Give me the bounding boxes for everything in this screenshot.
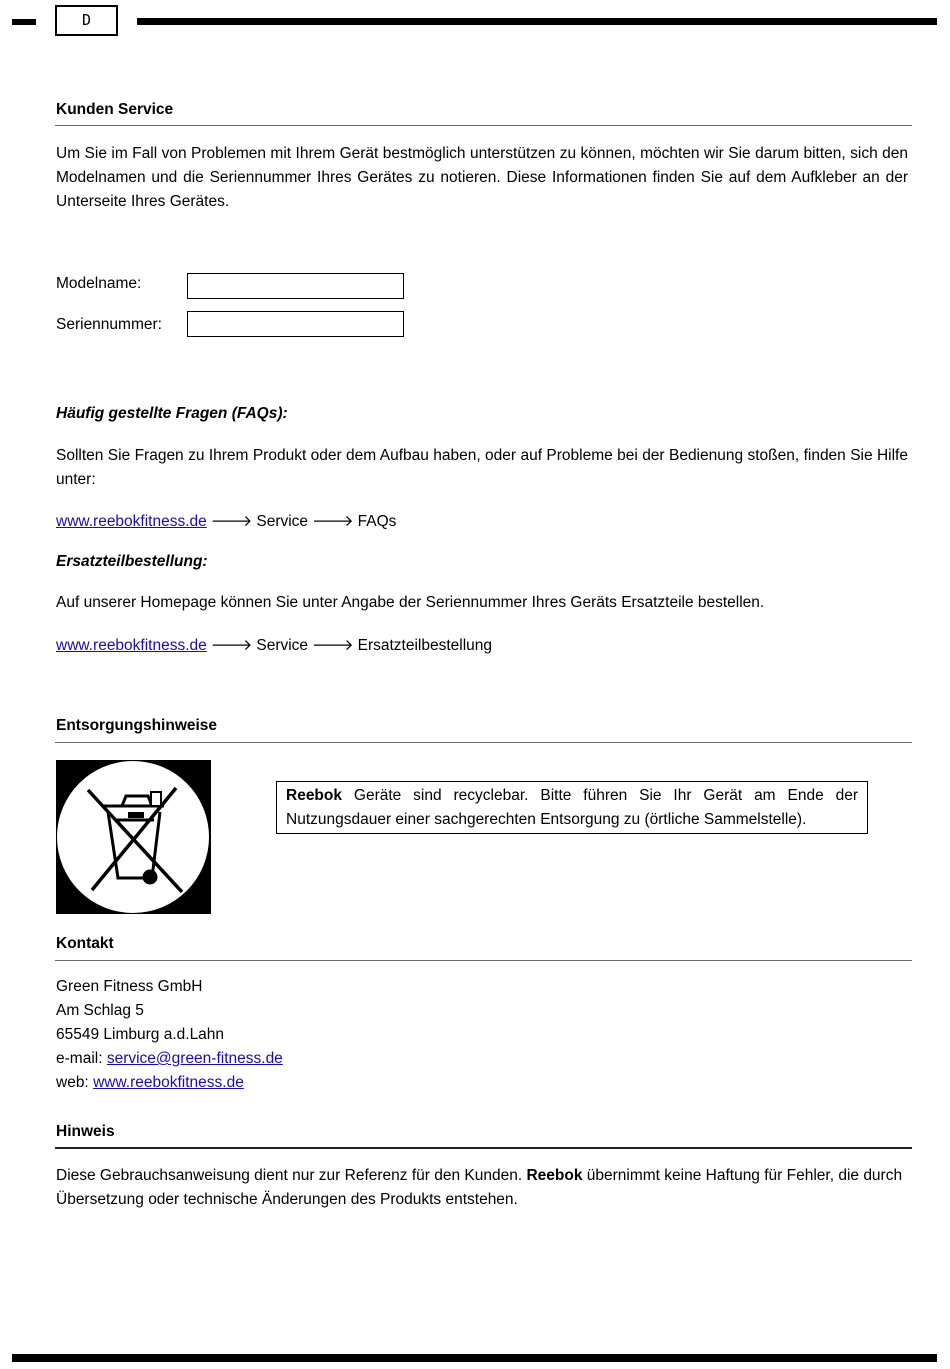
recycling-text: Geräte sind recyclebar. Bitte führen Sie Ihr Gerät am Ende der Nutzungsdauer einer sachgerechten Entsorgung zu (örtliche Sammelstelle). — [286, 787, 858, 828]
faq-path — [56, 511, 396, 531]
model-label: Modelname: — [56, 275, 142, 292]
spare-parts-paragraph: Auf unserer Homepage können Sie unter Angabe der Seriennummer Ihres Geräts Ersatzteile bestellen. — [56, 594, 765, 611]
notice-rule — [55, 1147, 912, 1149]
contact-street: Am Schlag 5 — [56, 1002, 144, 1019]
recycling-note — [276, 781, 868, 834]
contact-company: Green Fitness GmbH — [56, 978, 203, 995]
header-bar-left — [12, 19, 36, 25]
notice-heading: Hinweis — [56, 1123, 115, 1140]
faq-heading: Häufig gestellte Fragen (FAQs): — [56, 405, 288, 422]
email-label: e-mail: — [56, 1050, 107, 1067]
email-link[interactable]: service@green-fitness.de — [106, 1050, 283, 1067]
customer-service-rule — [55, 125, 912, 126]
arrow-right-icon: 🡒 — [210, 637, 253, 654]
contact-web-line — [56, 1074, 244, 1092]
language-badge: D — [55, 5, 118, 36]
web-link[interactable]: www.reebokfitness.de — [93, 1074, 244, 1091]
contact-heading: Kontakt — [56, 935, 114, 952]
disposal-rule — [55, 742, 912, 743]
model-field[interactable] — [187, 273, 404, 299]
spare-parts-path — [56, 635, 492, 655]
contact-email-line — [56, 1050, 283, 1068]
spare-parts-step-service: Service — [256, 637, 309, 654]
spare-parts-link[interactable]: www.reebokfitness.de — [56, 637, 207, 654]
header-bar-right — [137, 18, 937, 25]
arrow-right-icon: 🡒 — [210, 513, 253, 530]
arrow-right-icon: 🡒 — [312, 513, 354, 530]
customer-service-heading: Kunden Service — [56, 101, 174, 118]
web-label: web: — [56, 1074, 94, 1091]
recycling-brand: Reebok — [286, 787, 342, 804]
serial-label: Seriennummer: — [56, 316, 162, 333]
notice-text-before: Diese Gebrauchsanweisung dient nur zur Referenz für den Kunden. — [56, 1167, 527, 1184]
arrow-right-icon: 🡒 — [312, 637, 354, 654]
notice-paragraph — [56, 1164, 908, 1212]
disposal-heading: Entsorgungshinweise — [56, 717, 218, 734]
customer-service-paragraph: Um Sie im Fall von Problemen mit Ihrem Gerät bestmöglich unterstützen zu können, möchten wir Sie darum bitten, sich den Modelnamen und die Seriennummer Ihres Gerätes zu notieren. Diese Informationen finden Sie auf dem Aufkleber an der Unterseite Ihres Gerätes. — [56, 145, 908, 210]
crossed-out-wheelie-bin-icon — [56, 760, 211, 914]
footer-bar — [12, 1354, 937, 1362]
faq-paragraph: Sollten Sie Fragen zu Ihrem Produkt oder dem Aufbau haben, oder auf Probleme bei der Bedienung stoßen, finden Sie Hilfe unter: — [56, 447, 908, 488]
notice-text-after: übernimmt keine Haftung für Fehler, die durch Übersetzung oder technische Änderungen des Produkts entstehen. — [56, 1167, 903, 1208]
faq-step-faqs: FAQs — [357, 513, 397, 530]
faq-link[interactable]: www.reebokfitness.de — [56, 513, 207, 530]
contact-rule — [55, 960, 912, 961]
notice-brand: Reebok — [526, 1167, 583, 1184]
contact-city: 65549 Limburg a.d.Lahn — [56, 1026, 225, 1043]
spare-parts-step-order: Ersatzteilbestellung — [357, 637, 493, 654]
spare-parts-heading: Ersatzteilbestellung: — [56, 553, 208, 570]
faq-step-service: Service — [256, 513, 309, 530]
serial-field[interactable] — [187, 311, 404, 337]
